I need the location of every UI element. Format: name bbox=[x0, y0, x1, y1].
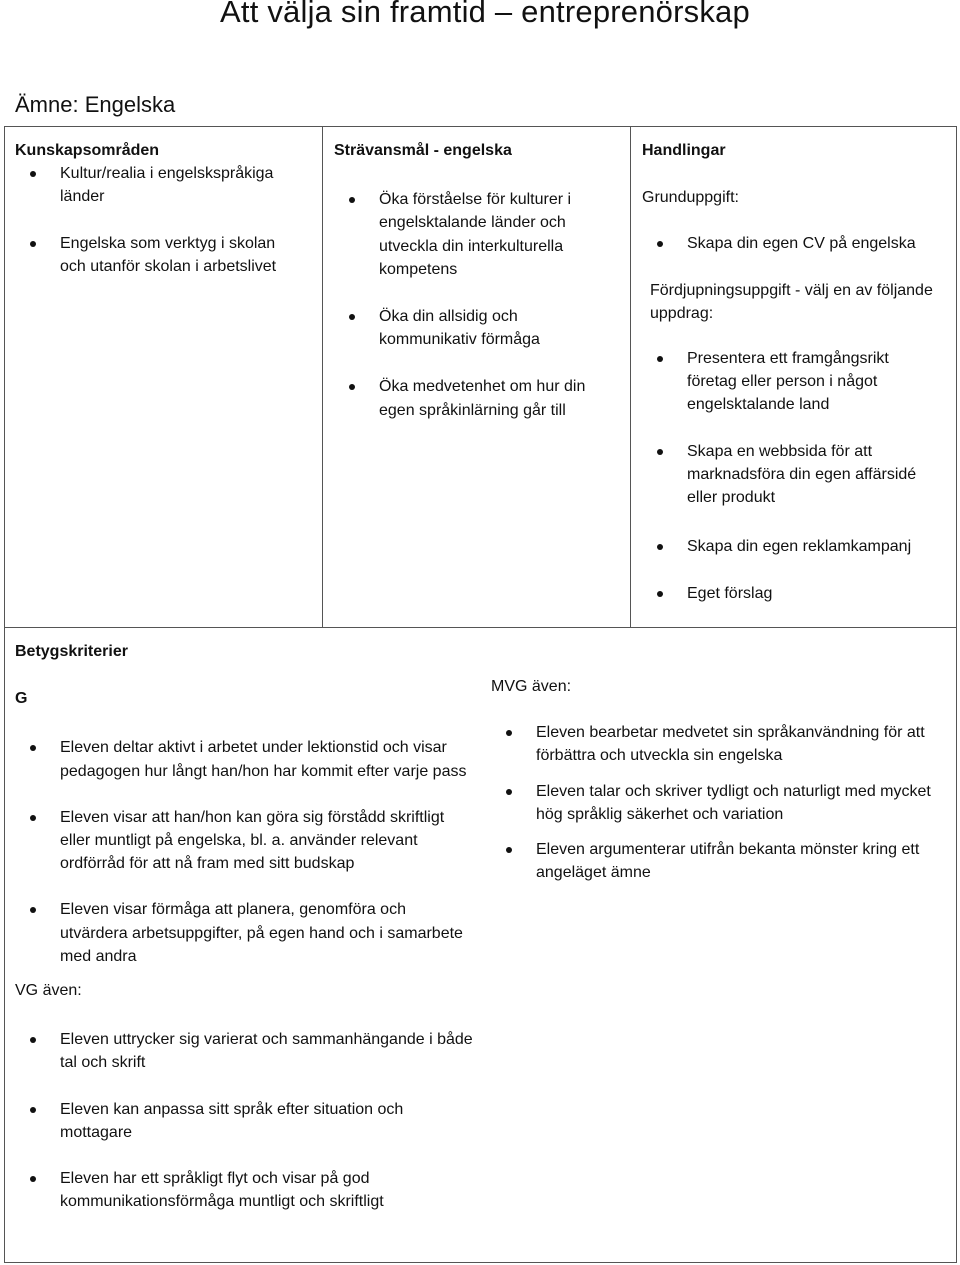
vg-label: VG även: bbox=[15, 982, 82, 1000]
handlingar-heading: Handlingar bbox=[642, 142, 726, 159]
g-label: G bbox=[15, 690, 28, 708]
list-item: Eleven uttrycker sig varierat och sammanhängande i både tal och skrift bbox=[15, 1028, 475, 1074]
kunskapsomraden-column bbox=[15, 139, 305, 278]
list-item: Eleven kan anpassa sitt språk efter situation och mottagare bbox=[15, 1098, 475, 1144]
list-item: Eget förslag bbox=[642, 582, 942, 605]
list-item: Skapa din egen CV på engelska bbox=[642, 232, 942, 255]
stravansmal-list bbox=[334, 188, 614, 422]
betygskriterier-heading: Betygskriterier bbox=[15, 643, 128, 660]
list-item: Eleven deltar aktivt i arbetet under lektionstid och visar pedagogen hur långt han/hon har kommit efter varje pass bbox=[15, 736, 475, 782]
list-item: Engelska som verktyg i skolan och utanför skolan i arbetslivet bbox=[15, 232, 305, 278]
grading-table bbox=[4, 627, 957, 1263]
list-item: Eleven visar förmåga att planera, genomföra och utvärdera arbetsuppgifter, på egen hand och i samarbete med andra bbox=[15, 898, 475, 968]
vg-criteria-list bbox=[15, 1028, 475, 1213]
betygskriterier-left bbox=[15, 640, 475, 1213]
list-item: Eleven har ett språkligt flyt och visar på god kommunikationsförmåga muntligt och skriftligt bbox=[15, 1167, 475, 1213]
handlingar-column bbox=[642, 139, 942, 606]
mvg-label: MVG även: bbox=[491, 678, 572, 695]
list-item: Öka din allsidig och kommunikativ förmåga bbox=[334, 305, 614, 351]
list-item: Skapa din egen reklamkampanj bbox=[642, 535, 942, 558]
grunduppgift-label: Grunduppgift: bbox=[642, 189, 739, 207]
list-item: Eleven argumenterar utifrån bekanta mönster kring ett angeläget ämne bbox=[491, 838, 946, 884]
list-item: Öka förståelse för kulturer i engelsktalande länder och utveckla din interkulturella kompetens bbox=[334, 188, 614, 281]
list-item: Eleven visar att han/hon kan göra sig förstådd skriftligt eller muntligt på engelska, bl. a. använder relevant ordförråd för att nå fram med sitt budskap bbox=[15, 806, 475, 876]
stravansmal-heading: Strävansmål - engelska bbox=[334, 142, 512, 159]
list-item: Eleven bearbetar medvetet sin språkanvändning för att förbättra och utveckla sin engelska bbox=[491, 721, 946, 767]
kunskapsomraden-list bbox=[15, 162, 305, 278]
column-divider bbox=[322, 127, 323, 627]
column-divider bbox=[630, 127, 631, 627]
fordjupningsuppgift-list bbox=[642, 347, 942, 606]
g-criteria-list bbox=[15, 736, 475, 968]
list-item: Kultur/realia i engelskspråkiga länder bbox=[15, 162, 305, 208]
betygskriterier-right bbox=[491, 675, 946, 884]
list-item: Presentera ett framgångsrikt företag eller person i något engelsktalande land bbox=[642, 347, 942, 417]
stravansmal-column bbox=[334, 139, 614, 422]
grunduppgift-list bbox=[642, 232, 942, 255]
planning-table bbox=[4, 126, 957, 628]
list-item: Öka medvetenhet om hur din egen språkinlärning går till bbox=[334, 375, 614, 421]
kunskapsomraden-heading: Kunskapsområden bbox=[15, 142, 160, 159]
fordjupningsuppgift-label: Fördjupningsuppgift - välj en av följande uppdrag: bbox=[650, 281, 933, 322]
page-title: Att välja sin framtid – entreprenörskap bbox=[220, 0, 750, 29]
subject-heading: Ämne: Engelska bbox=[15, 92, 176, 117]
list-item: Eleven talar och skriver tydligt och naturligt med mycket hög språklig säkerhet och variation bbox=[491, 780, 946, 826]
list-item: Skapa en webbsida för att marknadsföra din egen affärsidé eller produkt bbox=[642, 440, 942, 510]
mvg-criteria-list bbox=[491, 721, 946, 884]
